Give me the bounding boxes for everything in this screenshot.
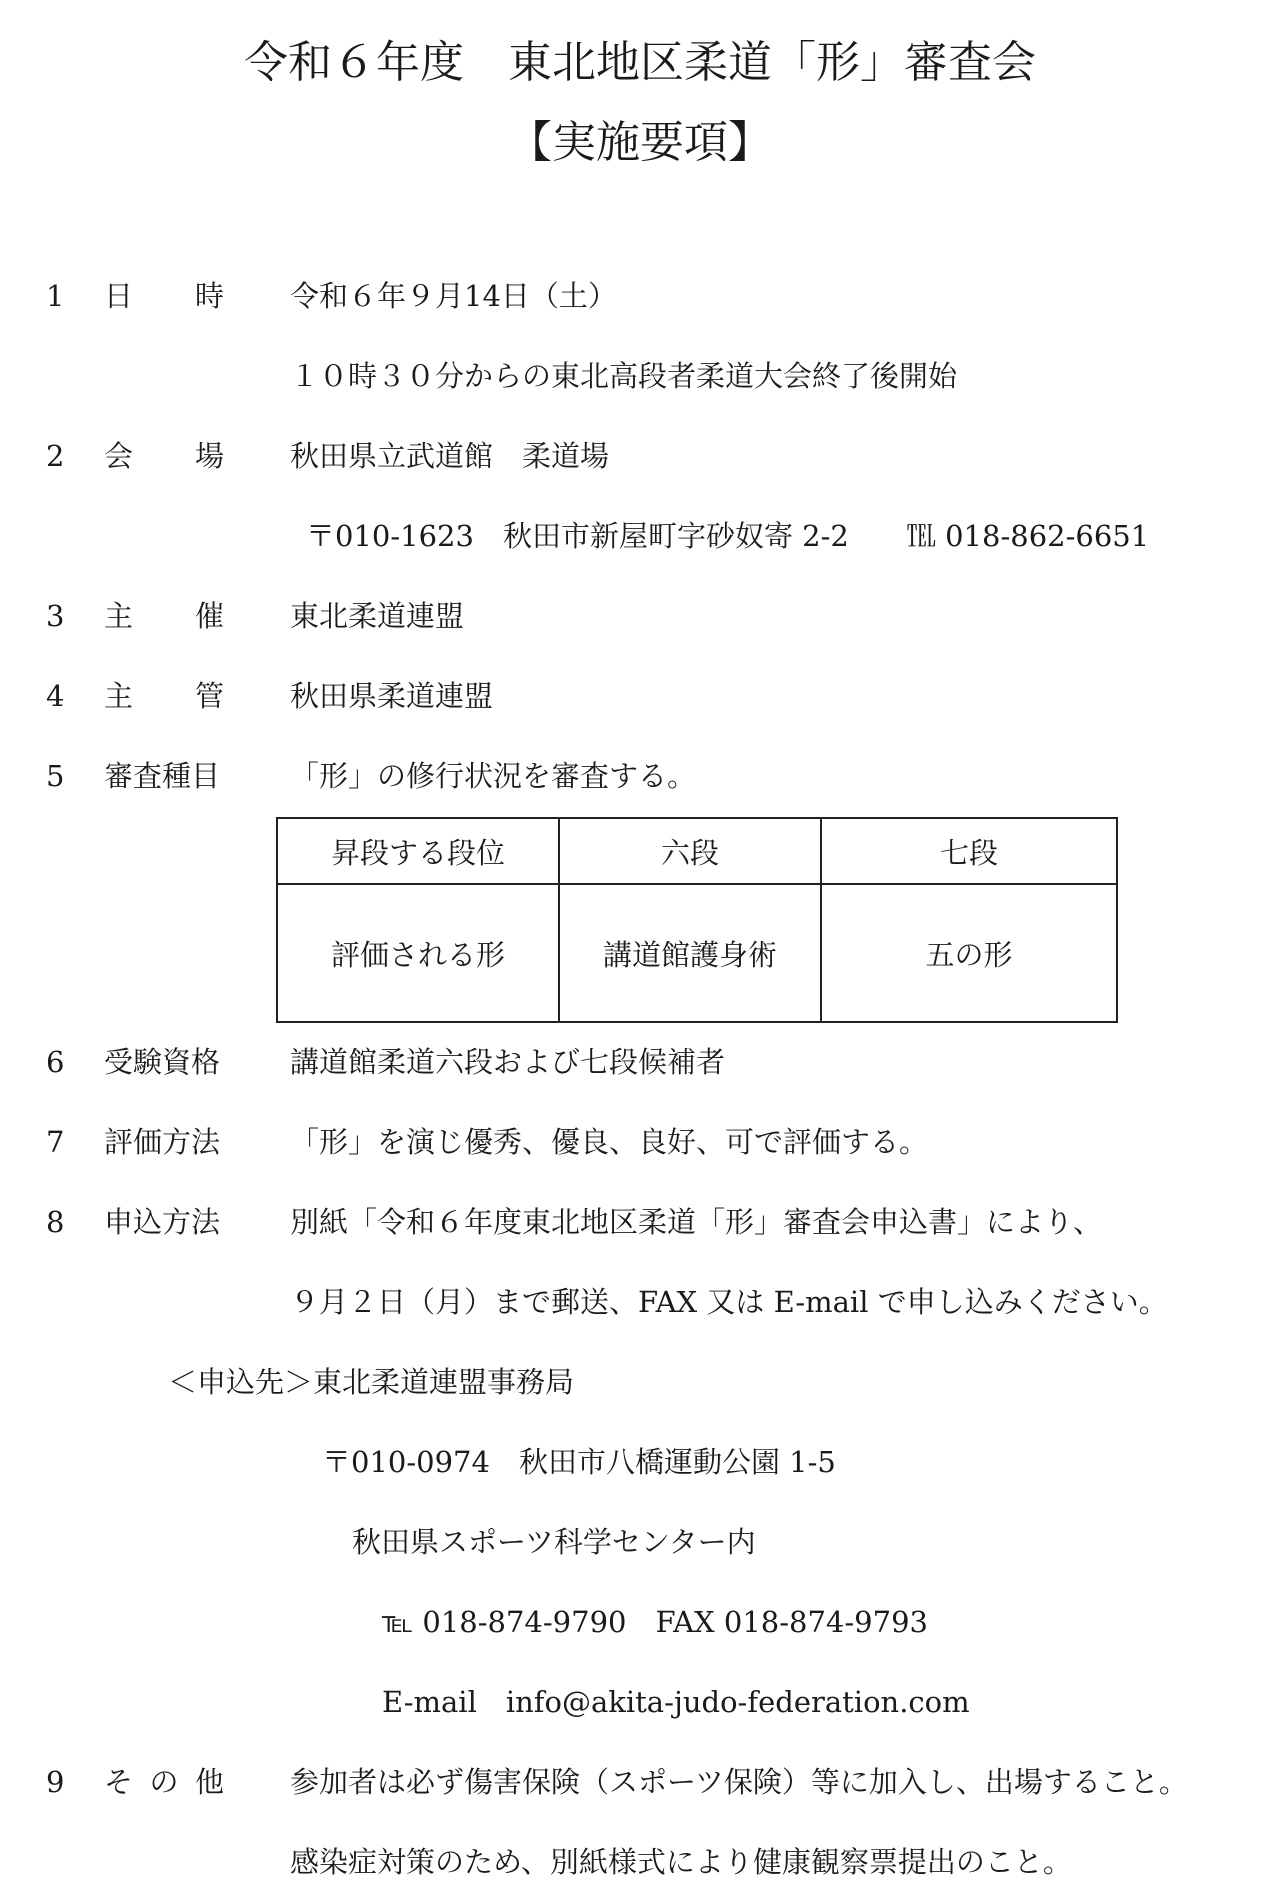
label-char: 場: [194, 439, 224, 473]
contact-phone-fax: ℡ 018-874-9790 FAX 018-874-9793: [382, 1605, 928, 1639]
date-value: 令和６年９月14日（土）: [290, 279, 617, 313]
eligibility-value: 講道館柔道六段および七段候補者: [290, 1045, 726, 1079]
page-subtitle: 【実施要項】: [508, 117, 772, 168]
exam-category-value: 「形」の修行状況を審査する。: [290, 759, 697, 793]
item-number: 1: [46, 279, 65, 313]
page-title: 令和６年度 東北地区柔道「形」審査会: [244, 37, 1036, 88]
label-char: 時: [194, 279, 224, 313]
label-char: そ: [104, 1765, 134, 1799]
table-header-cell: 昇段する段位: [277, 818, 559, 884]
item-number: 9: [46, 1765, 65, 1799]
table-cell: 講道館護身術: [559, 884, 821, 1022]
item-label-exam-category: 審査種目: [104, 759, 221, 793]
item-label-management: [104, 676, 224, 716]
evaluation-value: 「形」を演じ優秀、優良、良好、可で評価する。: [290, 1125, 929, 1159]
table-cell: 評価される形: [277, 884, 559, 1022]
table-row: [277, 818, 1117, 884]
label-char: 主: [104, 679, 134, 713]
item-number: 5: [46, 759, 65, 793]
organizer-value: 東北柔道連盟: [290, 599, 465, 633]
item-label-other: [104, 1762, 224, 1802]
venue-address: 〒010-1623 秋田市新屋町字砂奴寄 2-2 ℡ 018-862-6651: [306, 519, 1150, 553]
venue-value: 秋田県立武道館 柔道場: [290, 439, 610, 473]
item-label-organizer: [104, 596, 224, 636]
label-char: 主: [104, 599, 134, 633]
item-number: 2: [46, 439, 65, 473]
item-number: 7: [46, 1125, 65, 1159]
application-deadline: ９月２日（月）まで郵送、FAX 又は E-mail で申し込みください。: [290, 1285, 1168, 1319]
contact-email: E-mail info@akita-judo-federation.com: [382, 1685, 970, 1719]
item-label-date: [104, 276, 224, 316]
grades-table: [276, 817, 1118, 1023]
table-cell: 五の形: [821, 884, 1117, 1022]
item-number: 8: [46, 1205, 65, 1239]
contact-address: 〒010-0974 秋田市八橋運動公園 1-5: [322, 1445, 836, 1479]
management-value: 秋田県柔道連盟: [290, 679, 494, 713]
table-row: [277, 884, 1117, 1022]
label-char: の: [149, 1765, 179, 1799]
item-label-evaluation: 評価方法: [104, 1125, 221, 1159]
contact-heading: ＜申込先＞東北柔道連盟事務局: [168, 1365, 575, 1399]
contact-building: 秋田県スポーツ科学センター内: [352, 1525, 756, 1559]
table-header-cell: 七段: [821, 818, 1117, 884]
label-char: 日: [104, 279, 134, 313]
item-number: 4: [46, 679, 65, 713]
label-char: 他: [194, 1765, 224, 1799]
application-value: 別紙「令和６年度東北地区柔道「形」審査会申込書」により、: [290, 1205, 1103, 1239]
start-time-value: １０時３０分からの東北高段者柔道大会終了後開始: [290, 359, 958, 393]
item-label-venue: [104, 436, 224, 476]
other-health-form: 感染症対策のため、別紙様式により健康観察票提出のこと。: [290, 1845, 1072, 1879]
label-char: 管: [194, 679, 224, 713]
label-char: 会: [104, 439, 134, 473]
label-char: 催: [194, 599, 224, 633]
item-label-eligibility: 受験資格: [104, 1045, 221, 1079]
item-number: 3: [46, 599, 65, 633]
item-label-application: 申込方法: [104, 1205, 221, 1239]
item-number: 6: [46, 1045, 65, 1079]
table-header-cell: 六段: [559, 818, 821, 884]
other-insurance: 参加者は必ず傷害保険（スポーツ保険）等に加入し、出場すること。: [290, 1765, 1188, 1799]
